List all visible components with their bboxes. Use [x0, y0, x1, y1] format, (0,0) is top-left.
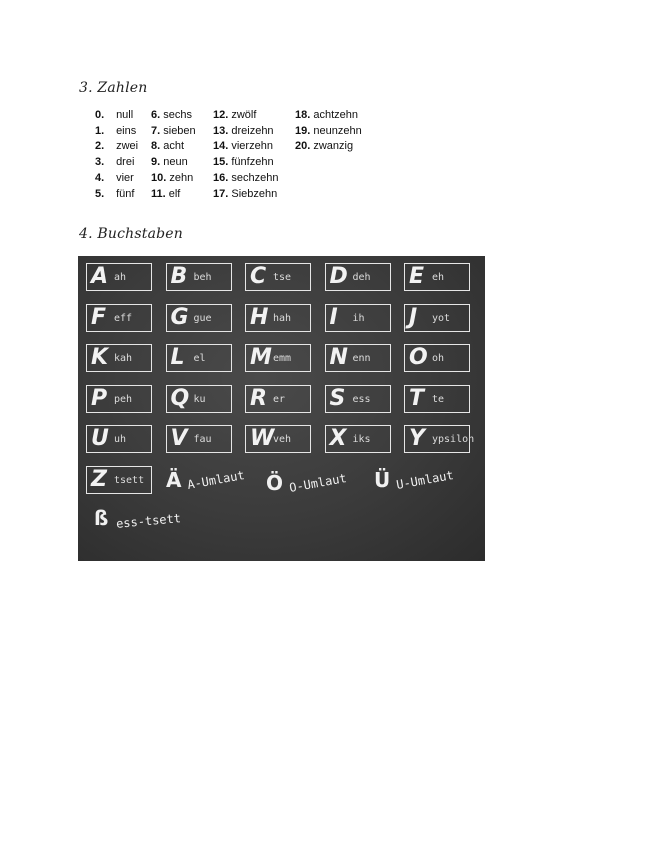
umlaut-label: O-Umlaut: [288, 471, 348, 495]
umlaut-letter: Ü: [374, 468, 391, 492]
pronunciation: oh: [432, 353, 445, 364]
number-item: 0. null: [95, 109, 134, 121]
letter: F: [91, 304, 107, 330]
letter: K: [91, 345, 109, 370]
pronunciation: beh: [193, 272, 212, 283]
number-item: 19. neunzehn: [295, 124, 362, 137]
letter-card-l: [166, 344, 232, 372]
number-item: 8. acht: [151, 140, 185, 153]
pronunciation: te: [432, 393, 445, 405]
pronunciation: tsett: [114, 474, 145, 486]
letter-card-g: [166, 304, 232, 332]
letter: S: [329, 385, 346, 411]
letter: I: [329, 304, 338, 330]
number-item: 14. vierzehn: [213, 140, 273, 153]
umlaut-o: [266, 471, 347, 495]
number-item: 5. fünf: [95, 187, 135, 200]
pronunciation: enn: [352, 353, 371, 364]
letter: R: [250, 385, 267, 411]
umlaut-letter: Ä: [166, 468, 182, 492]
eszett-card: [94, 506, 181, 530]
letter: D: [329, 264, 348, 289]
letter: O: [409, 345, 428, 370]
pronunciation: iks: [352, 434, 371, 445]
letter-card-x: [325, 425, 391, 453]
letter-card-q: [166, 385, 232, 413]
alphabet-chalkboard-image: [78, 256, 485, 561]
letter-card-m: [245, 344, 311, 372]
letter-card-o: [404, 344, 470, 372]
letter: H: [250, 304, 269, 330]
letter-card-z: [86, 466, 152, 494]
letter: M: [250, 345, 272, 370]
umlaut-letter: Ö: [266, 471, 284, 495]
eszett-letter: ß: [94, 506, 109, 530]
pronunciation: emm: [273, 353, 292, 364]
number-item: 20. zwanzig: [295, 140, 354, 153]
number-item: 17. Siebzehn: [213, 187, 278, 200]
letter: G: [170, 304, 189, 330]
letter: V: [170, 426, 188, 451]
buchstaben-heading: 4. Buchstaben: [79, 226, 183, 242]
number-item: 6. sechs: [151, 109, 192, 121]
pronunciation: fau: [193, 434, 212, 445]
letter: E: [409, 264, 425, 289]
letter-card-e: [404, 263, 470, 291]
number-item: 2. zwei: [95, 140, 139, 153]
letter: U: [91, 426, 109, 451]
number-item: 13. dreizehn: [213, 124, 274, 137]
pronunciation: yot: [432, 312, 451, 324]
zahlen-heading: 3. Zahlen: [79, 80, 148, 96]
letter: L: [170, 345, 185, 370]
umlaut-u: [374, 468, 454, 492]
letter-card-a: [86, 263, 152, 291]
letter: A: [91, 264, 109, 289]
numbers-column-2: [151, 108, 196, 202]
letter: W: [250, 426, 275, 451]
number-item: 4. vier: [95, 171, 134, 184]
pronunciation: ah: [114, 272, 127, 283]
number-item: 16. sechzehn: [213, 171, 279, 184]
letter-card-j: [404, 304, 470, 332]
pronunciation: deh: [352, 272, 371, 283]
pronunciation: ess: [352, 393, 371, 405]
pronunciation: eh: [432, 272, 445, 283]
pronunciation: peh: [114, 393, 133, 405]
letter-card-w: [245, 425, 311, 453]
pronunciation: kah: [114, 353, 133, 364]
number-item: 9. neun: [151, 156, 188, 169]
letter-card-d: [325, 263, 391, 291]
letter: C: [250, 264, 267, 289]
number-item: 12. zwölf: [213, 109, 257, 121]
numbers-column-1: [95, 108, 138, 202]
pronunciation: ih: [352, 312, 365, 324]
number-item: 10. zehn: [151, 171, 194, 184]
letter-card-n: [325, 344, 391, 372]
letter: Y: [409, 426, 425, 451]
pronunciation: uh: [114, 434, 127, 445]
umlaut-label: U-Umlaut: [395, 468, 455, 492]
letter: J: [409, 304, 418, 330]
pronunciation: hah: [273, 312, 292, 324]
pronunciation: el: [193, 353, 206, 364]
pronunciation: tse: [273, 272, 292, 283]
letter-card-i: [325, 304, 391, 332]
pronunciation: er: [273, 393, 286, 405]
letter-card-c: [245, 263, 311, 291]
numbers-column-4: [295, 108, 362, 155]
number-item: 18. achtzehn: [295, 109, 359, 121]
number-item: 7. sieben: [151, 124, 196, 137]
letter: B: [170, 264, 188, 289]
number-item: 3. drei: [95, 156, 135, 169]
pronunciation: eff: [114, 312, 133, 324]
letter-card-h: [245, 304, 311, 332]
number-item: 11. elf: [151, 187, 181, 200]
letter-card-b: [166, 263, 232, 291]
umlaut-a: [166, 468, 245, 492]
letter-card-t: [404, 385, 470, 413]
pronunciation: ypsilon: [432, 434, 475, 445]
letter-card-p: [86, 385, 152, 413]
number-item: 1. eins: [95, 124, 137, 137]
letter: P: [91, 385, 108, 411]
letter: Q: [170, 385, 190, 411]
letter-card-y: [404, 425, 475, 453]
pronunciation: veh: [273, 434, 292, 445]
number-item: 15. fünfzehn: [213, 156, 274, 169]
letter: X: [329, 426, 347, 451]
pronunciation: ku: [193, 393, 206, 405]
letter-card-k: [86, 344, 152, 372]
pronunciation: gue: [193, 312, 212, 324]
letter: Z: [91, 466, 107, 492]
numbers-column-3: [213, 108, 278, 202]
letter-card-v: [166, 425, 232, 453]
letter: N: [329, 345, 348, 370]
letter-card-f: [86, 304, 152, 332]
letter-card-r: [245, 385, 311, 413]
letter-card-s: [325, 385, 391, 413]
eszett-label: ess-tsett: [115, 511, 182, 531]
umlaut-label: A-Umlaut: [186, 468, 247, 492]
letter-card-u: [86, 425, 152, 453]
letter: T: [409, 385, 425, 411]
